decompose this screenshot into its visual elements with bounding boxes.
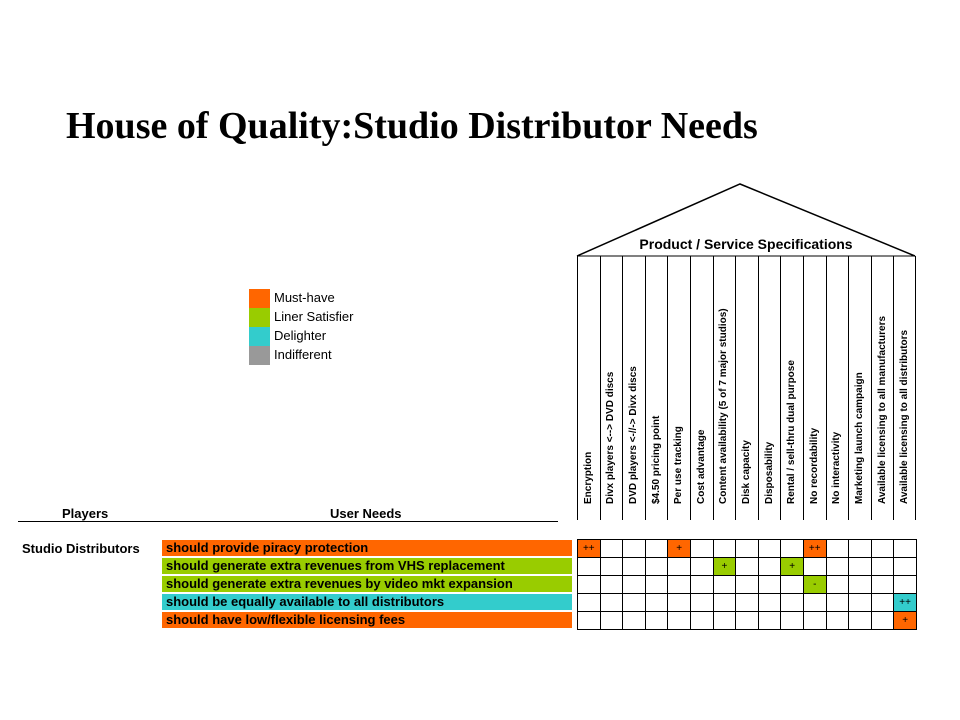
legend-label: Indifferent [274, 347, 332, 362]
matrix-cell [736, 540, 759, 558]
matrix-cell [713, 594, 736, 612]
matrix-cell [713, 576, 736, 594]
matrix-cell [668, 594, 691, 612]
matrix-cell [758, 558, 781, 576]
matrix-cell [894, 540, 917, 558]
matrix-cell: + [668, 540, 691, 558]
matrix-cell [578, 612, 601, 630]
matrix-cell [623, 558, 646, 576]
matrix-cell [826, 558, 849, 576]
spec-label: Marketing launch campaign [853, 372, 865, 504]
matrix-cell [758, 594, 781, 612]
spec-label: DVD players <-//-> Divx discs [627, 366, 639, 504]
header-divider [18, 521, 558, 522]
spec-label: No recordability [808, 427, 820, 504]
matrix-cell [781, 540, 804, 558]
spec-label: Available licensing to all manufacturers [876, 315, 888, 504]
spec-column [780, 256, 803, 520]
spec-label: Content availability (5 of 7 major studios) [718, 308, 730, 504]
user-need: should provide piracy protection [162, 540, 572, 556]
matrix-cell [600, 540, 623, 558]
user-need: should generate extra revenues from VHS replacement [162, 558, 572, 574]
matrix-cell [600, 612, 623, 630]
spec-column [667, 256, 690, 520]
matrix-cell [849, 594, 872, 612]
matrix-cell [894, 558, 917, 576]
matrix-cell [758, 540, 781, 558]
spec-column [622, 256, 645, 520]
matrix-cell: ++ [803, 540, 826, 558]
matrix-cell [803, 558, 826, 576]
matrix-cell [645, 576, 668, 594]
matrix-cell [736, 576, 759, 594]
spec-column [803, 256, 826, 520]
spec-column [735, 256, 758, 520]
spec-column [758, 256, 781, 520]
spec-title: Product / Service Specifications [639, 236, 853, 252]
matrix-cell [803, 612, 826, 630]
spec-column [690, 256, 713, 520]
player-label: Studio Distributors [22, 541, 140, 556]
matrix-cell [600, 594, 623, 612]
matrix-cell [871, 576, 894, 594]
legend-label: Delighter [274, 328, 327, 343]
matrix-cell [826, 612, 849, 630]
matrix-cell [713, 612, 736, 630]
relationship-matrix [577, 539, 917, 630]
matrix-cell [736, 594, 759, 612]
matrix-cell [871, 594, 894, 612]
matrix-cell [871, 540, 894, 558]
spec-column [645, 256, 668, 520]
spec-label: Disposability [763, 441, 775, 504]
legend-label: Liner Satisfier [274, 309, 354, 324]
matrix-cell [645, 594, 668, 612]
matrix-cell: ++ [894, 594, 917, 612]
matrix-cell [849, 558, 872, 576]
user-need: should generate extra revenues by video mkt expansion [162, 576, 572, 592]
matrix-cell [758, 612, 781, 630]
matrix-cell [690, 540, 713, 558]
matrix-cell [578, 576, 601, 594]
spec-label: Divx players <--> DVD discs [605, 371, 617, 504]
matrix-cell [690, 558, 713, 576]
matrix-cell [849, 540, 872, 558]
matrix-cell [758, 576, 781, 594]
matrix-cell [803, 594, 826, 612]
matrix-cell [645, 612, 668, 630]
matrix-cell [600, 558, 623, 576]
spec-label: $4.50 pricing point [650, 415, 662, 504]
user-need: should be equally available to all distributors [162, 594, 572, 610]
matrix-cell [690, 576, 713, 594]
matrix-cell [826, 540, 849, 558]
legend-label: Must-have [274, 290, 335, 305]
matrix-cell [668, 558, 691, 576]
spec-label: Per use tracking [673, 426, 685, 504]
spec-column [577, 256, 600, 520]
matrix-cell [623, 576, 646, 594]
matrix-cell [600, 576, 623, 594]
matrix-cell [871, 558, 894, 576]
matrix-cell [623, 540, 646, 558]
matrix-cell [894, 576, 917, 594]
matrix-cell [623, 612, 646, 630]
matrix-cell [690, 612, 713, 630]
matrix-cell [645, 558, 668, 576]
spec-label: Available licensing to all distributors [898, 329, 910, 504]
players-header: Players [62, 506, 109, 521]
spec-column [600, 256, 623, 520]
matrix-cell [849, 612, 872, 630]
matrix-cell [668, 576, 691, 594]
matrix-row [578, 540, 917, 558]
matrix-cell [578, 594, 601, 612]
matrix-row [578, 612, 917, 630]
matrix-cell [849, 576, 872, 594]
spec-label: Cost advantage [695, 429, 707, 504]
spec-column [871, 256, 894, 520]
matrix-cell [713, 540, 736, 558]
page-title: House of Quality:Studio Distributor Needs [66, 105, 758, 147]
matrix-cell [690, 594, 713, 612]
matrix-cell: - [803, 576, 826, 594]
matrix-cell [781, 612, 804, 630]
user-needs-header: User Needs [330, 506, 402, 521]
matrix-cell [826, 594, 849, 612]
user-need: should have low/flexible licensing fees [162, 612, 572, 628]
matrix-cell [623, 594, 646, 612]
matrix-cell [645, 540, 668, 558]
matrix-cell: + [781, 558, 804, 576]
spec-label: Rental / sell-thru dual purpose [786, 360, 798, 504]
spec-label: Disk capacity [740, 440, 752, 504]
matrix-cell: ++ [578, 540, 601, 558]
spec-column [826, 256, 849, 520]
matrix-cell [668, 612, 691, 630]
matrix-cell: + [713, 558, 736, 576]
matrix-cell [736, 612, 759, 630]
matrix-row [578, 576, 917, 594]
spec-column [848, 256, 871, 520]
matrix-row [578, 558, 917, 576]
spec-label: Encryption [582, 451, 594, 504]
matrix-cell: + [894, 612, 917, 630]
spec-label: No interactivity [831, 431, 843, 504]
matrix-cell [781, 576, 804, 594]
matrix-cell [871, 612, 894, 630]
spec-column [713, 256, 736, 520]
spec-column [893, 256, 916, 520]
matrix-row [578, 594, 917, 612]
matrix-cell [578, 558, 601, 576]
matrix-cell [781, 594, 804, 612]
matrix-cell [826, 576, 849, 594]
matrix-cell [736, 558, 759, 576]
